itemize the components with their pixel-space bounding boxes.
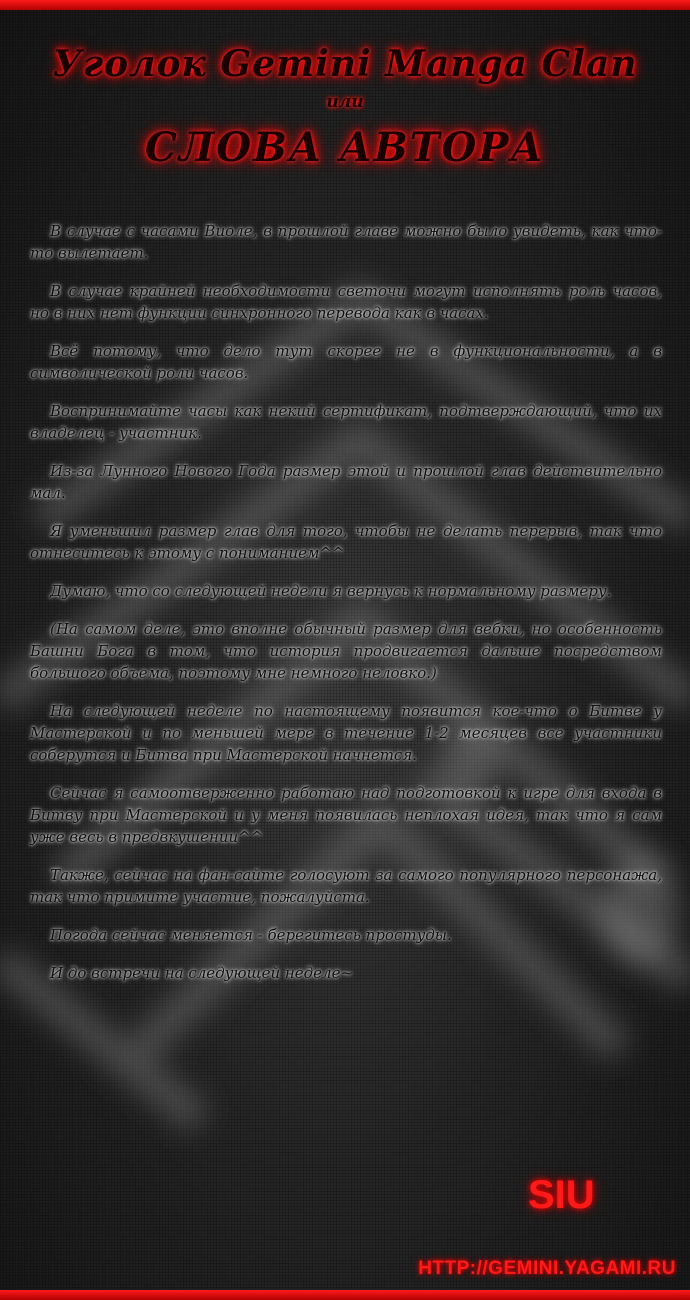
paragraph: Воспринимайте часы как некий сертификат, подтверждающий, что их владелец - участник. [30, 402, 662, 442]
author-notes [30, 220, 662, 1000]
paragraph: (На самом деле, это вполне обычный размер для вебки, но особенность Башни Бога в том, что история продвигается дальше посредством большого объема, поэтому мне немного неловко.) [30, 620, 662, 682]
paragraph: Также, сейчас на фан-сайте голосуют за самого популярного персонажа, так что примите участие, пожалуйста. [30, 866, 662, 906]
paragraph: Думаю, что со следующей недели я вернусь к нормальному размеру. [50, 582, 612, 600]
paragraph: Погода сейчас меняется - берегитесь простуды. [50, 926, 452, 944]
paragraph: Всё потому, что дело тут скорее не в функциональности, а в символической роли часов. [30, 342, 662, 382]
bottom-red-bar [0, 1290, 690, 1300]
header [0, 40, 690, 176]
author-signature: SIU [528, 1173, 595, 1217]
clan-title: Уголок Gemini Manga Clan [52, 43, 638, 85]
paragraph: На следующей неделе по настоящему появится кое-что о Битве у Мастерской и по меньшей мере в течение 1-2 месяцев все участники соберутся и Битва при Мастерской начнется. [30, 702, 662, 764]
paragraph: Я уменьшил размер глав для того, чтобы не делать перерыв, так что отнеситесь к этому с пониманием^^ [30, 522, 662, 562]
author-title: СЛОВА АВТОРА [144, 124, 545, 171]
paragraph: В случае с часами Виоле, в прошлой главе можно было увидеть, как что-то вылетает. [30, 222, 662, 262]
paragraph: Сейчас я самоотверженно работаю над подготовкой к игре для входа в Битву при Мастерской и у меня появилась неплохая идея, так что я сам уже весь в предвкушении^^ [30, 784, 662, 846]
paragraph: В случае крайней необходимости светочи могут исполнять роль часов, но в них нет функции синхронного перевода как в часах. [30, 282, 662, 322]
top-red-bar [0, 0, 690, 10]
paragraph: Из-за Лунного Нового Года размер этой и прошлой глав действительно мал. [30, 462, 662, 502]
paragraph: И до встречи на следующей неделе~ [50, 964, 354, 982]
site-url-link[interactable]: HTTP://GEMINI.YAGAMI.RU [418, 1258, 676, 1279]
or-label: или [326, 92, 364, 112]
